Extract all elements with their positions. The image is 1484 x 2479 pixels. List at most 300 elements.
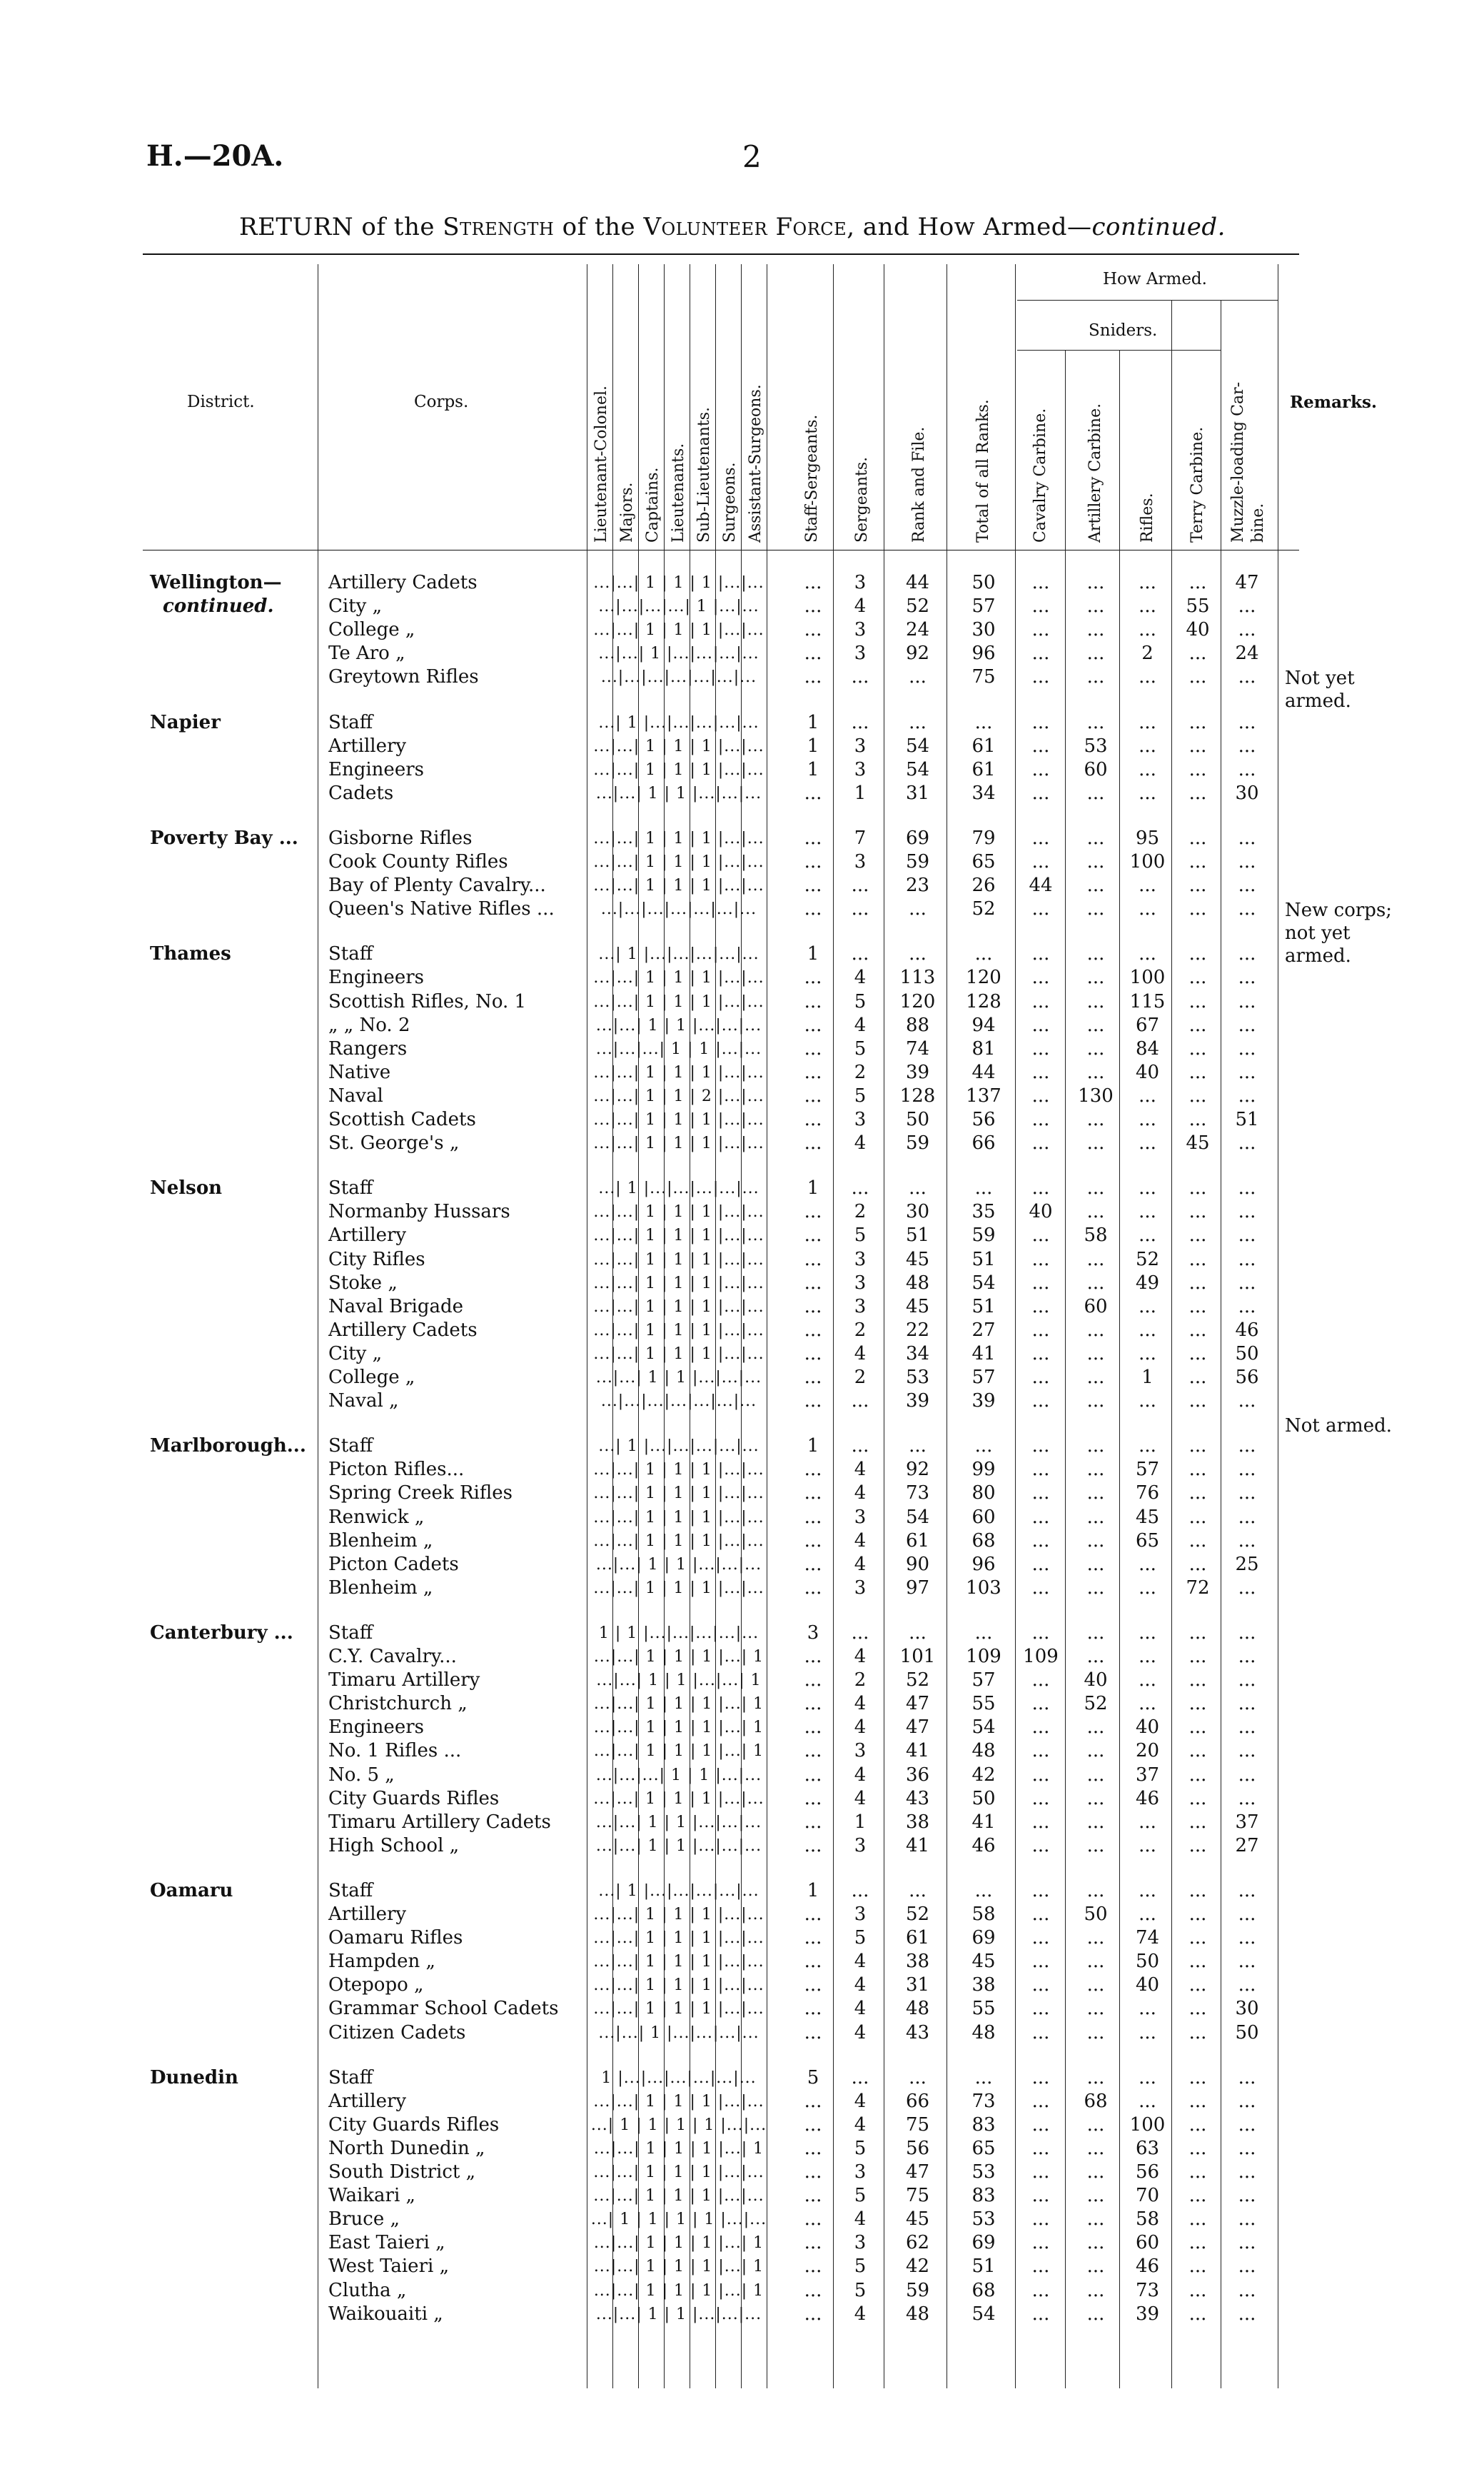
cavalry-carbine-cell: ... (1031, 2256, 1050, 2278)
muzzle-loading-cell: ... (1238, 2256, 1256, 2278)
remark-note (1285, 667, 1355, 713)
corps-cell: Artillery Cadets (328, 572, 478, 593)
table-row (0, 2161, 1484, 2184)
header-how-armed: How Armed. (1103, 270, 1207, 288)
muzzle-loading-cell: ... (1238, 1037, 1256, 1060)
officers-cells: ...|...| 1 | 1 | 1 |...|... (593, 969, 764, 987)
terry-carbine-cell: ... (1188, 2185, 1207, 2207)
muzzle-loading-cell: ... (1238, 967, 1256, 989)
rifles-cell: ... (1139, 2090, 1156, 2112)
sergeants-cell: 3 (854, 1248, 867, 1270)
sergeants-cell: 2 (854, 1201, 867, 1223)
terry-carbine-cell: ... (1188, 1904, 1207, 1925)
officers-cells: ...|...| 1 | 1 | 1 |...|... (593, 1508, 764, 1527)
header-sub-lieutenants: Sub-Lieutenants. (695, 406, 713, 543)
sergeants-cell: 3 (854, 572, 867, 593)
staff-sergeants-cell: ... (804, 2161, 822, 2183)
total-cell: 55 (971, 1693, 996, 1715)
cavalry-carbine-cell: ... (1031, 1061, 1050, 1083)
table-row (0, 665, 1484, 689)
corps-cell: Naval „ (328, 1390, 399, 1412)
rifles-cell: ... (1139, 1577, 1156, 1599)
sergeants-cell: 5 (854, 2279, 867, 2301)
corps-cell: Oamaru Rifles (328, 1927, 463, 1949)
artillery-carbine-cell: ... (1086, 1367, 1105, 1388)
artillery-carbine-cell: ... (1086, 1621, 1105, 1644)
district-cell: Dunedin (150, 2066, 238, 2088)
rifles-cell: ... (1139, 1811, 1156, 1833)
officers-cells: ...|...| 1 | 1 | 1 |...|... (593, 1203, 764, 1222)
artillery-carbine-cell: ... (1086, 827, 1105, 849)
artillery-carbine-cell: ... (1086, 851, 1105, 873)
total-cell: 44 (971, 1061, 996, 1083)
rifles-cell: ... (1139, 735, 1156, 757)
corps-cell: South District „ (328, 2161, 476, 2183)
page-number: 2 (742, 139, 762, 174)
corps-cell: Cadets (328, 782, 394, 804)
artillery-carbine-cell: ... (1086, 1646, 1105, 1667)
staff-sergeants-cell: ... (804, 1998, 822, 2020)
sergeants-cell: ... (851, 875, 869, 897)
sergeants-cell: 4 (854, 1764, 867, 1786)
cavalry-carbine-cell: ... (1031, 1319, 1050, 1341)
table-row (0, 1224, 1484, 1247)
terry-carbine-cell: ... (1188, 827, 1207, 849)
rank-and-file-cell: ... (909, 1435, 927, 1457)
corps-cell: City „ (328, 595, 383, 618)
table-row (0, 1389, 1484, 1413)
staff-sergeants-cell: ... (804, 2021, 822, 2043)
terry-carbine-cell: ... (1188, 1390, 1207, 1412)
cavalry-carbine-cell: ... (1031, 2137, 1050, 2159)
muzzle-loading-cell: ... (1238, 1577, 1256, 1599)
muzzle-loading-cell: ... (1238, 943, 1256, 965)
artillery-carbine-cell: 58 (1084, 1225, 1108, 1247)
cavalry-carbine-cell: 109 (1023, 1646, 1059, 1667)
rifles-cell: ... (1139, 1669, 1156, 1691)
corps-cell: Waikouaiti „ (328, 2303, 443, 2325)
table-row (0, 897, 1484, 921)
corps-cell: „ „ No. 2 (328, 1014, 410, 1036)
corps-cell: Artillery (328, 1904, 407, 1925)
rank-and-file-cell: 56 (905, 2137, 930, 2159)
title-of-2: of the (562, 213, 636, 241)
header-muzzle-loading-1: Muzzle-loading Car- (1229, 381, 1247, 543)
corps-cell: Staff (328, 1879, 373, 1901)
corps-cell: City Rifles (328, 1248, 425, 1270)
terry-carbine-cell: ... (1188, 1367, 1207, 1388)
rank-and-file-cell: ... (909, 898, 927, 920)
artillery-carbine-cell: ... (1086, 2021, 1105, 2043)
rank-and-file-cell: 47 (905, 2161, 930, 2183)
cavalry-carbine-cell: ... (1031, 1951, 1050, 1973)
sergeants-cell: 2 (854, 1367, 867, 1388)
corps-cell: St. George's „ (328, 1132, 460, 1155)
corps-cell: Scottish Rifles, No. 1 (328, 990, 527, 1012)
artillery-carbine-cell: ... (1086, 1482, 1105, 1504)
artillery-carbine-cell: ... (1086, 1764, 1105, 1786)
table-row (0, 2184, 1484, 2208)
staff-sergeants-cell: ... (804, 1811, 822, 1833)
artillery-carbine-cell: ... (1086, 1390, 1105, 1412)
cavalry-carbine-cell: ... (1031, 1272, 1050, 1294)
staff-sergeants-cell: ... (804, 1740, 822, 1762)
officers-cells: ...|...| 1 | 1 | 1 |...|... (593, 737, 764, 755)
terry-carbine-cell: ... (1188, 1927, 1207, 1949)
officers-cells: ...|...| 1 | 1 | 1 |...|... (593, 621, 764, 640)
total-cell: ... (974, 1621, 993, 1644)
staff-sergeants-cell: ... (804, 967, 822, 989)
table-title (239, 213, 1226, 241)
terry-carbine-cell: ... (1188, 2066, 1207, 2088)
rank-and-file-cell: 31 (905, 782, 930, 804)
corps-cell: Christchurch „ (328, 1693, 468, 1715)
artillery-carbine-cell: ... (1086, 782, 1105, 804)
artillery-carbine-cell: 40 (1084, 1669, 1108, 1691)
terry-carbine-cell: ... (1188, 1061, 1207, 1083)
officers-cells: ...|...| 1 | 1 | 1 |...| 1 (593, 2258, 764, 2276)
rank-and-file-cell: 74 (905, 1037, 930, 1060)
district-cell: Canterbury ... (150, 1621, 293, 1644)
total-cell: 96 (971, 643, 996, 665)
officers-cells: ...|...| 1 | 1 | 1 |...|... (593, 1461, 764, 1479)
artillery-carbine-cell: ... (1086, 2256, 1105, 2278)
sergeants-cell: 4 (854, 2113, 867, 2136)
title-of-1: of the (361, 213, 435, 241)
sergeants-cell: 2 (854, 1319, 867, 1341)
officers-cells: ...|...| 1 | 1 | 1 |...| 1 (593, 2281, 764, 2300)
cavalry-carbine-cell: ... (1031, 1553, 1050, 1575)
cavalry-carbine-cell: ... (1031, 1037, 1050, 1060)
cavalry-carbine-cell: ... (1031, 619, 1050, 641)
rifles-cell: 60 (1135, 2232, 1160, 2254)
district-cell: Poverty Bay ... (150, 827, 298, 849)
rifles-cell: 100 (1129, 851, 1166, 873)
total-cell: 58 (971, 1904, 996, 1925)
header-cavalry-carbine: Cavalry Carbine. (1031, 408, 1049, 543)
terry-carbine-cell: ... (1188, 875, 1207, 897)
muzzle-loading-cell: ... (1238, 1506, 1256, 1528)
staff-sergeants-cell: ... (804, 2185, 822, 2207)
total-cell: 57 (971, 1669, 996, 1691)
cavalry-carbine-cell: ... (1031, 1927, 1050, 1949)
corps-cell: East Taieri „ (328, 2232, 445, 2254)
muzzle-loading-cell: 30 (1235, 782, 1259, 804)
rank-and-file-cell: ... (909, 2066, 927, 2088)
rifles-cell: ... (1139, 943, 1156, 965)
staff-sergeants-cell: ... (804, 2113, 822, 2136)
artillery-carbine-cell: 130 (1078, 1085, 1114, 1107)
header-majors: Majors. (618, 482, 636, 543)
sergeants-cell: 5 (854, 2256, 867, 2278)
officers-cells: ...| 1 |...|...|...|...|... (598, 713, 759, 732)
corps-cell: Bay of Plenty Cavalry... (328, 875, 546, 897)
cavalry-carbine-cell: ... (1031, 1014, 1050, 1036)
sergeants-cell: 4 (854, 1646, 867, 1667)
officers-cells: ...|...| 1 | 1 | 1 |...|... (593, 2187, 764, 2206)
total-cell: 79 (971, 827, 996, 849)
rank-and-file-cell: 75 (905, 2185, 930, 2207)
officers-cells: ...| 1 |...|...|...|...|... (598, 1180, 759, 1198)
terry-carbine-cell: ... (1188, 572, 1207, 593)
total-cell: 73 (971, 2090, 996, 2112)
sergeants-cell: 1 (854, 782, 867, 804)
table-row (0, 1200, 1484, 1224)
rifles-cell: ... (1139, 1998, 1156, 2020)
artillery-carbine-cell: ... (1086, 1740, 1105, 1762)
terry-carbine-cell: ... (1188, 1085, 1207, 1107)
rank-and-file-cell: 44 (905, 572, 930, 593)
artillery-carbine-cell: ... (1086, 1132, 1105, 1155)
artillery-carbine-cell: ... (1086, 1109, 1105, 1130)
artillery-carbine-cell: ... (1086, 1974, 1105, 1996)
muzzle-loading-cell: ... (1238, 2161, 1256, 2183)
table-row (0, 2208, 1484, 2231)
total-cell: 69 (971, 1927, 996, 1949)
header-terry-carbine: Terry Carbine. (1188, 426, 1206, 543)
muzzle-loading-cell: ... (1238, 1014, 1256, 1036)
muzzle-loading-cell: ... (1238, 1787, 1256, 1809)
sergeants-cell: 4 (854, 1132, 867, 1155)
title-strength: Strength (443, 213, 555, 241)
sergeants-cell: 4 (854, 2303, 867, 2325)
terry-carbine-cell: ... (1188, 990, 1207, 1012)
rank-and-file-cell: 52 (905, 595, 930, 618)
sergeants-cell: 4 (854, 1951, 867, 1973)
staff-sergeants-cell: ... (804, 1061, 822, 1083)
table-row (0, 571, 1484, 595)
staff-sergeants-cell: ... (804, 1506, 822, 1528)
artillery-carbine-cell: 53 (1084, 735, 1108, 757)
rifles-cell: 50 (1135, 1951, 1160, 1973)
remark-line: Not yet (1285, 668, 1355, 690)
cavalry-carbine-cell: ... (1031, 1459, 1050, 1481)
terry-carbine-cell: ... (1188, 1951, 1207, 1973)
staff-sergeants-cell: 1 (807, 1177, 819, 1200)
staff-sergeants-cell: 1 (807, 758, 819, 780)
staff-sergeants-cell: ... (804, 1037, 822, 1060)
terry-carbine-cell: ... (1188, 2303, 1207, 2325)
table-row (0, 1342, 1484, 1366)
muzzle-loading-cell: ... (1238, 2232, 1256, 2254)
rank-and-file-cell: ... (909, 666, 927, 688)
table-row (0, 711, 1484, 735)
table-row (0, 1834, 1484, 1858)
artillery-carbine-cell: ... (1086, 1177, 1105, 1200)
muzzle-loading-cell: ... (1238, 1669, 1256, 1691)
terry-carbine-cell: 55 (1186, 595, 1210, 618)
rifles-cell: 100 (1129, 2113, 1166, 2136)
table-row (0, 1669, 1484, 1692)
rifles-cell: ... (1139, 1553, 1156, 1575)
artillery-carbine-cell: ... (1086, 2303, 1105, 2325)
total-cell: 50 (971, 572, 996, 593)
cavalry-carbine-cell: ... (1031, 990, 1050, 1012)
terry-carbine-cell: ... (1188, 1787, 1207, 1809)
muzzle-loading-cell: ... (1238, 595, 1256, 618)
rifles-cell: ... (1139, 1834, 1156, 1856)
total-cell: 50 (971, 1787, 996, 1809)
sergeants-cell: 3 (854, 1109, 867, 1130)
corps-cell: City „ (328, 1342, 383, 1364)
total-cell: ... (974, 1879, 993, 1901)
rank-and-file-cell: 47 (905, 1693, 930, 1715)
artillery-carbine-cell: ... (1086, 1014, 1105, 1036)
cavalry-carbine-cell: ... (1031, 2021, 1050, 2043)
corps-cell: Timaru Artillery Cadets (328, 1811, 551, 1833)
table-row (0, 874, 1484, 897)
corps-cell: North Dunedin „ (328, 2137, 485, 2159)
rifles-cell: ... (1139, 572, 1156, 593)
sergeants-cell: 3 (854, 1506, 867, 1528)
corps-cell: Staff (328, 1435, 373, 1457)
title-force: Volunteer Force (643, 213, 847, 241)
muzzle-loading-cell: ... (1238, 619, 1256, 641)
sergeants-cell: 3 (854, 643, 867, 665)
rifles-cell: ... (1139, 1085, 1156, 1107)
sergeants-cell: 7 (854, 827, 867, 849)
terry-carbine-cell: ... (1188, 2113, 1207, 2136)
staff-sergeants-cell: ... (804, 1787, 822, 1809)
staff-sergeants-cell: 1 (807, 943, 819, 965)
rifles-cell: 52 (1135, 1248, 1160, 1270)
terry-carbine-cell: ... (1188, 967, 1207, 989)
artillery-carbine-cell: ... (1086, 643, 1105, 665)
cavalry-carbine-cell: ... (1031, 851, 1050, 873)
officers-cells: ...|...| 1 | 1 | 1 |...|... (593, 1321, 764, 1339)
cavalry-carbine-cell: ... (1031, 2208, 1050, 2231)
total-cell: 26 (971, 875, 996, 897)
officers-cells: ...| 1 |...|...|...|...|... (598, 1881, 759, 1900)
artillery-carbine-cell: ... (1086, 1553, 1105, 1575)
sergeants-cell: 4 (854, 1459, 867, 1481)
header-sniders: Sniders. (1089, 321, 1158, 340)
rank-and-file-cell: 31 (905, 1974, 930, 1996)
district-cell: Napier (150, 711, 221, 733)
corps-cell: Engineers (328, 758, 424, 780)
artillery-carbine-cell: ... (1086, 1435, 1105, 1457)
total-cell: 27 (971, 1319, 996, 1341)
rank-and-file-cell: 101 (899, 1646, 936, 1667)
staff-sergeants-cell: ... (804, 1974, 822, 1996)
officers-cells: ...|...|...|...|...|...|... (600, 1392, 757, 1411)
cavalry-carbine-cell: ... (1031, 643, 1050, 665)
table-row (0, 1529, 1484, 1553)
table-row (0, 2255, 1484, 2278)
officers-cells: ...|...| 1 | 1 | 1 |...| 1 (593, 2139, 764, 2158)
muzzle-loading-cell: ... (1238, 1951, 1256, 1973)
remark-line: New corps; (1285, 900, 1393, 922)
page-identifier: H.—20A. (146, 139, 284, 173)
header-rank-and-file: Rank and File. (910, 426, 928, 543)
sergeants-cell: ... (851, 1435, 869, 1457)
total-cell: 48 (971, 2021, 996, 2043)
officers-cells: ...|...| 1 | 1 |...|...|... (595, 1555, 762, 1574)
sergeants-cell: 4 (854, 2208, 867, 2231)
rifles-cell: ... (1139, 1132, 1156, 1155)
muzzle-loading-cell: ... (1238, 1248, 1256, 1270)
rifles-cell: ... (1139, 711, 1156, 733)
staff-sergeants-cell: ... (804, 1716, 822, 1739)
table-row (0, 942, 1484, 966)
rank-and-file-cell: 30 (905, 1201, 930, 1223)
table-row (0, 2066, 1484, 2090)
terry-carbine-cell: ... (1188, 1693, 1207, 1715)
sergeants-cell: ... (851, 1390, 869, 1412)
terry-carbine-cell: ... (1188, 1811, 1207, 1833)
rank-and-file-cell: 23 (905, 875, 930, 897)
terry-carbine-cell: ... (1188, 943, 1207, 965)
total-cell: 120 (966, 967, 1001, 989)
artillery-carbine-cell: ... (1086, 2137, 1105, 2159)
rifles-cell: 57 (1135, 1459, 1160, 1481)
cavalry-carbine-cell: ... (1031, 666, 1050, 688)
table-row (0, 850, 1484, 874)
artillery-carbine-cell: ... (1086, 1716, 1105, 1739)
muzzle-loading-cell: ... (1238, 1740, 1256, 1762)
sergeants-cell: ... (851, 1177, 869, 1200)
total-cell: 41 (971, 1811, 996, 1833)
total-cell: 61 (971, 735, 996, 757)
sergeants-cell: 4 (854, 1014, 867, 1036)
sergeants-cell: ... (851, 666, 869, 688)
corps-cell: Native (328, 1061, 391, 1083)
staff-sergeants-cell: ... (804, 1951, 822, 1973)
table-row (0, 1787, 1484, 1811)
staff-sergeants-cell: ... (804, 875, 822, 897)
table-row (0, 1950, 1484, 1973)
total-cell: ... (974, 711, 993, 733)
artillery-carbine-cell: ... (1086, 711, 1105, 733)
total-cell: 83 (971, 2113, 996, 2136)
terry-carbine-cell: ... (1188, 1529, 1207, 1552)
muzzle-loading-cell: 25 (1235, 1553, 1259, 1575)
staff-sergeants-cell: ... (804, 782, 822, 804)
muzzle-loading-cell: ... (1238, 1974, 1256, 1996)
table-row (0, 1811, 1484, 1834)
artillery-carbine-cell: ... (1086, 2161, 1105, 2183)
sergeants-cell: 3 (854, 735, 867, 757)
rifles-cell: ... (1139, 782, 1156, 804)
table-row (0, 1903, 1484, 1926)
corps-cell: Artillery (328, 2090, 407, 2112)
cavalry-carbine-cell: ... (1031, 735, 1050, 757)
artillery-carbine-cell: ... (1086, 2279, 1105, 2301)
table-row (0, 1014, 1484, 1037)
rifles-cell: 100 (1129, 967, 1166, 989)
total-cell: 48 (971, 1740, 996, 1762)
terry-carbine-cell: ... (1188, 1716, 1207, 1739)
total-cell: 51 (971, 1295, 996, 1317)
rank-and-file-cell: 97 (905, 1577, 930, 1599)
officers-cells: ...|...| 1 | 1 | 1 |...|... (593, 829, 764, 848)
artillery-carbine-cell: ... (1086, 1577, 1105, 1599)
artillery-carbine-cell: ... (1086, 1787, 1105, 1809)
cavalry-carbine-cell: ... (1031, 827, 1050, 849)
table-row (0, 1132, 1484, 1155)
staff-sergeants-cell: ... (804, 1225, 822, 1247)
terry-carbine-cell: ... (1188, 1764, 1207, 1786)
officers-cells: ...|...| 1 | 1 | 1 |...|... (593, 877, 764, 895)
muzzle-loading-cell: 24 (1235, 643, 1259, 665)
rifles-cell: ... (1139, 1879, 1156, 1901)
total-cell: 65 (971, 2137, 996, 2159)
table-row (0, 1764, 1484, 1787)
rifles-cell: ... (1139, 619, 1156, 641)
staff-sergeants-cell: ... (804, 2303, 822, 2325)
officers-cells: ...| 1 |...|...|...|...|... (598, 945, 759, 964)
table-row (0, 1108, 1484, 1132)
